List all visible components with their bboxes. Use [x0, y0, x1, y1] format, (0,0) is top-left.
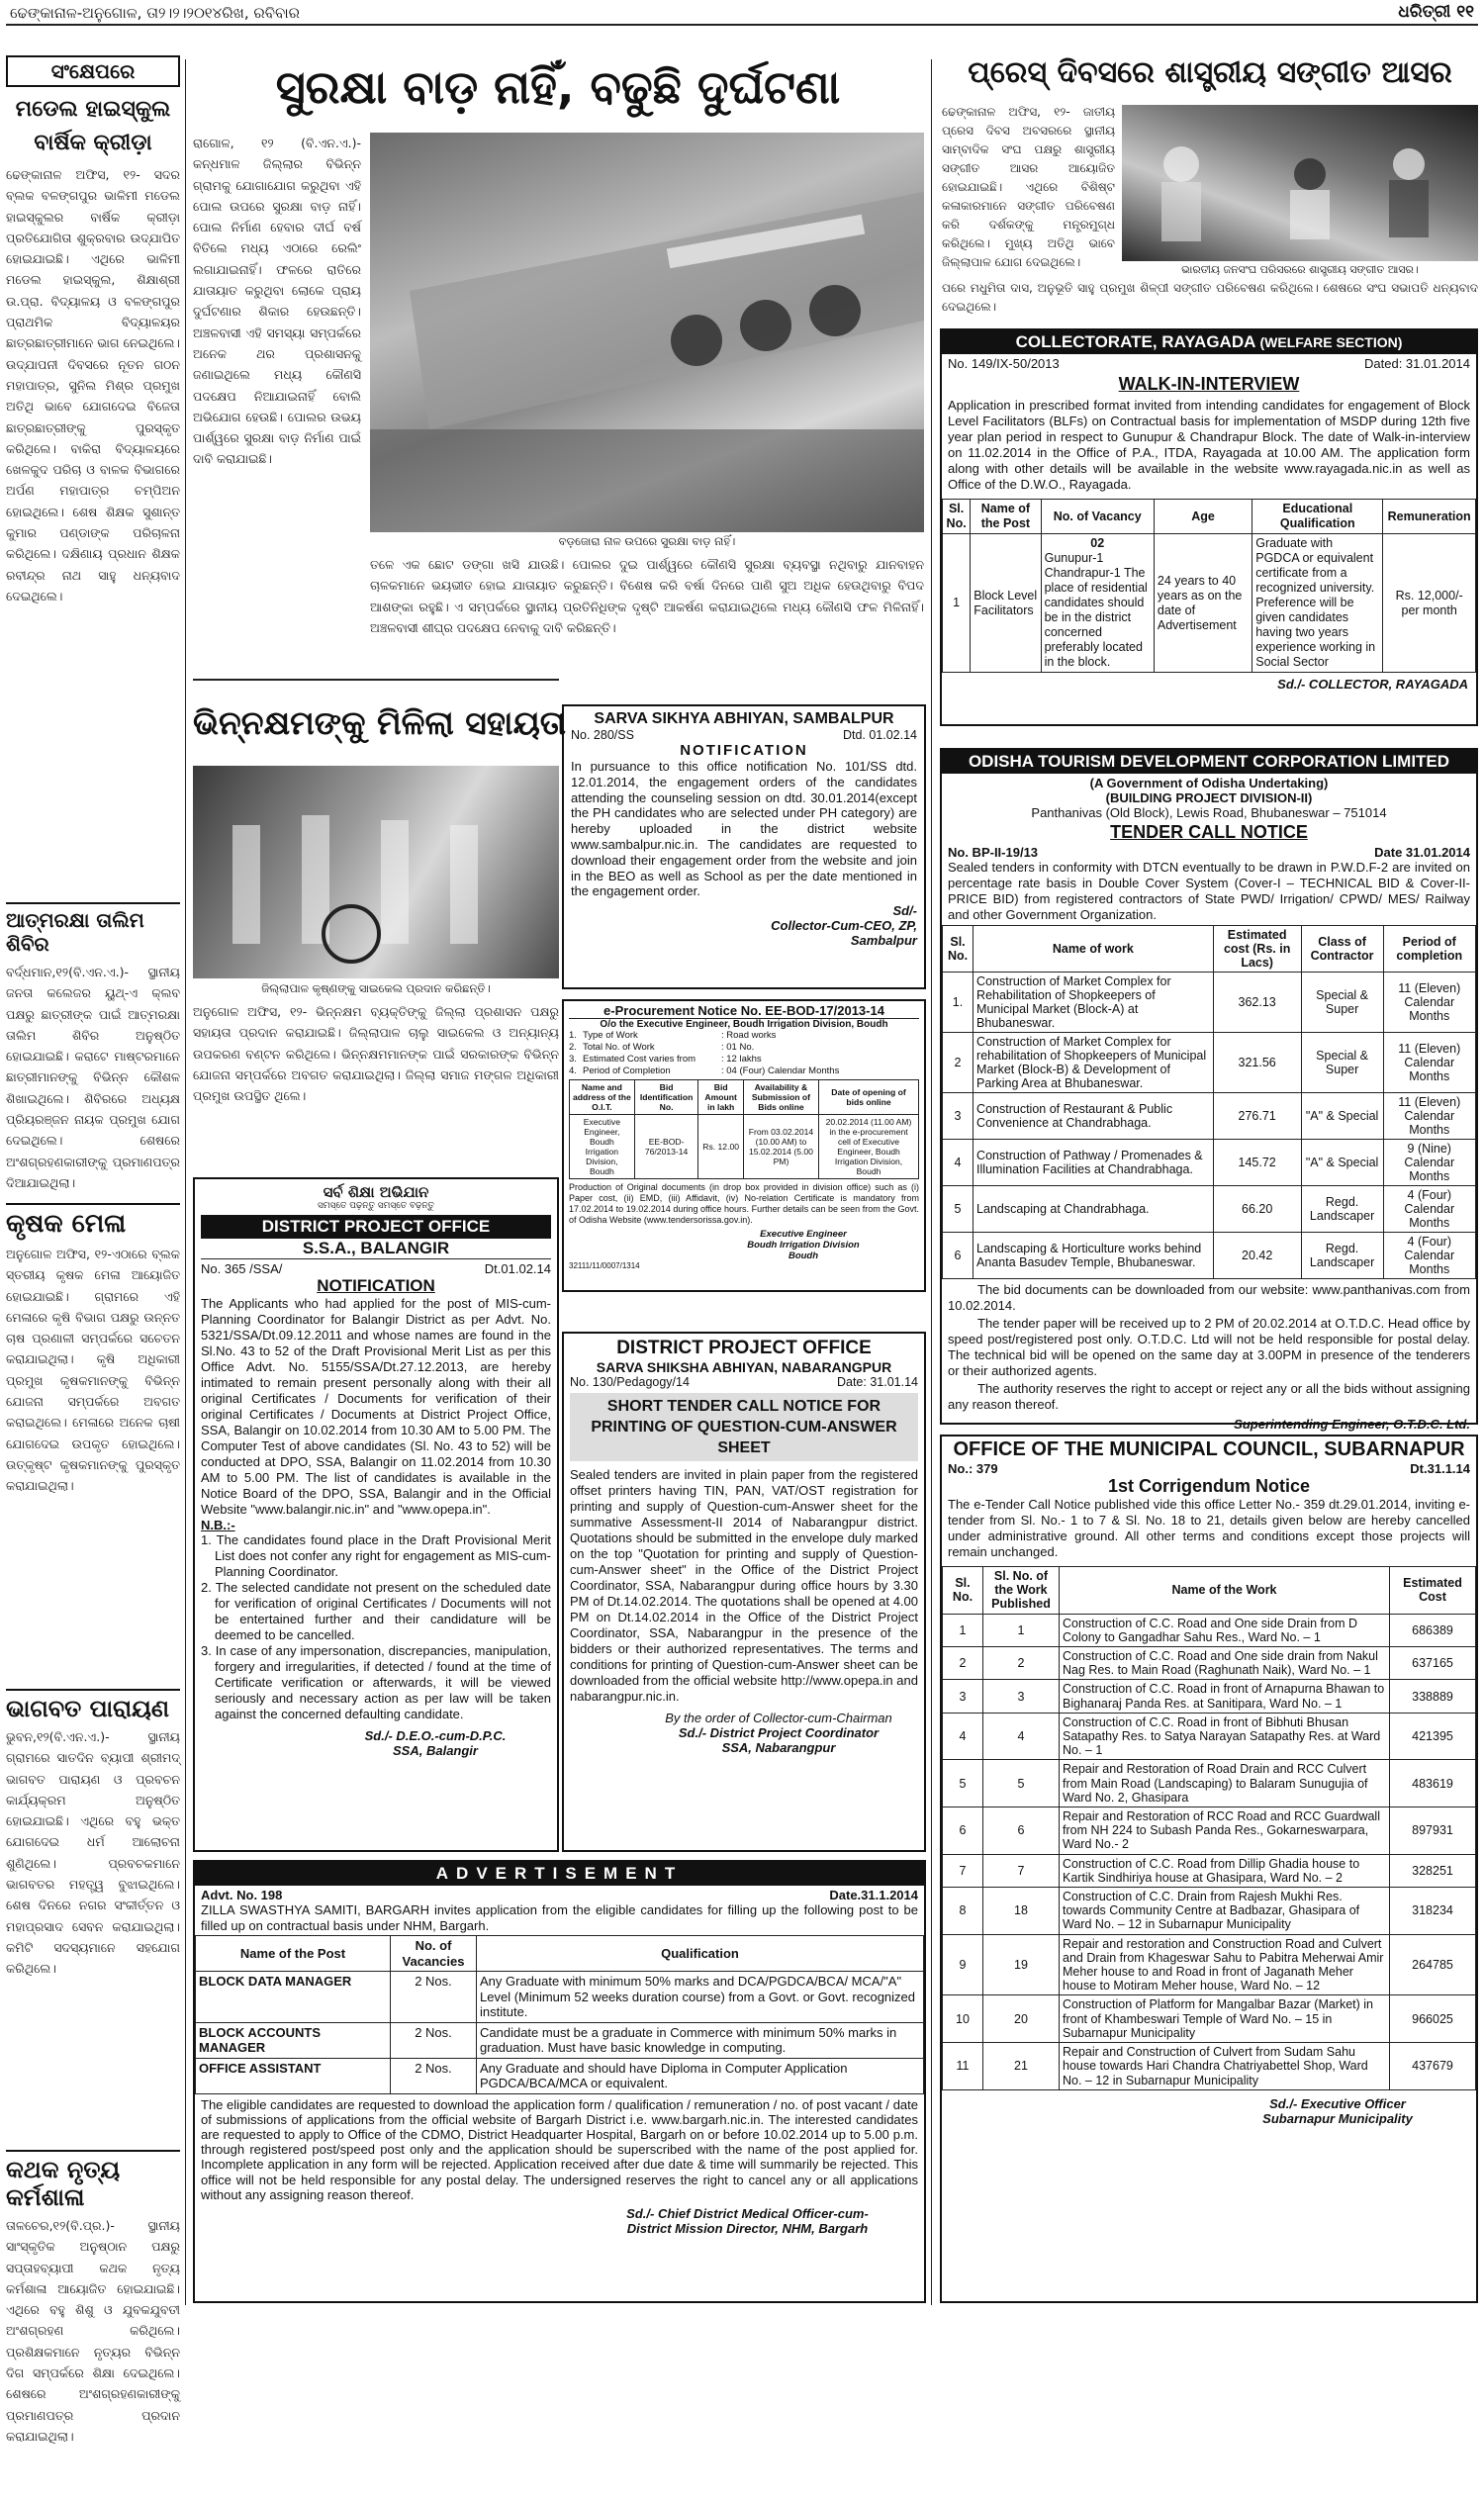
rayagada-title-bar: [942, 330, 1476, 354]
eproc-item: [569, 1042, 919, 1054]
rayagada-sign: Sd./- COLLECTOR, RAYAGADA: [1277, 677, 1468, 692]
musicians-illustration: [1122, 105, 1478, 261]
otdc-period: 4 (Four) Calendar Months: [1383, 1186, 1475, 1233]
bargarh-advt-number: Advt. No. 198: [201, 1888, 283, 1902]
otdc-class: Regd. Landscaper: [1301, 1186, 1383, 1233]
balangir-title-1: DISTRICT PROJECT OFFICE: [201, 1215, 551, 1239]
eprocurement-notice: [562, 999, 926, 1292]
subarnapur-subtitle: 1st Corrigendum Notice: [1107, 1476, 1311, 1496]
otdc-period: 4 (Four) Calendar Months: [1383, 1233, 1475, 1279]
subarnapur-cost: 897931: [1390, 1807, 1476, 1855]
subarnapur-published: 3: [983, 1680, 1060, 1713]
eproc-cell: Rs. 12.00: [698, 1115, 743, 1179]
otdc-row: [943, 1233, 1476, 1279]
otdc-period: 11 (Eleven) Calendar Months: [1383, 973, 1475, 1033]
nabarangpur-text: Sealed tenders are invited in plain paper from the registered offset printers having TIN, PAN, VAT/OST registration for printing and supply of Question-cum-Answer sheet for the summative Assessment-II 2014 of Nabarangpur district. Quotations should be submitted in the envelope duly marked on the top "Quotation for printing and supply of Question-cum-Answer sheet" in the Office of the District Project Coordinator, SSA, Nabarangpur during office hours by 3.30 PM of Dt.14.02.2014. The quotations shall be opened at 4.00 PM on Dt.14.02.2014 in the Office of the District Project Coordinator, SSA, Nabarangpur in the presence of the bidders or their authorized representatives. The terms and conditions for printing of Question-cum-Answer sheet can be downloaded from the official website http://www.opepa.in and nabarangpur.nic.in.: [570, 1467, 918, 1704]
rayagada-cell-vacancy-num: 02: [1090, 536, 1105, 550]
subarnapur-published: 19: [983, 1934, 1060, 1995]
nabarangpur-sign-2: Sd./- District Project Coordinator: [678, 1725, 880, 1740]
subarnapur-sl: 5: [943, 1760, 983, 1807]
rayagada-title-small: (WELFARE SECTION): [1259, 334, 1403, 350]
eproc-item-number: 2.: [569, 1042, 577, 1053]
rayagada-table: [942, 499, 1476, 673]
otdc-row: [943, 973, 1476, 1033]
bridge-illustration: [370, 133, 924, 532]
nabarangpur-date: Date: 31.01.14: [836, 1375, 918, 1389]
otdc-row: [943, 1033, 1476, 1093]
music-headline: ପ୍ରେସ୍ ଦିବସରେ ଶାସ୍ତ୍ରୀୟ ସଙ୍ଗୀତ ଆସର: [968, 55, 1452, 90]
balangir-text: The Applicants who had applied for the post of MIS-cum-Planning Coordinator for Balangir District as per Advt. No. 5321/SSA/Dt.09.12.2011 and whose names are found in the Sl.No. 43 to 52 of the Draft Provisional Merit List as per this Office Advt. No. 5155/SSA/Dt.27.12.2013, are hereby intimated to remain present personally along with their all original Certificates / Documents for verification of their original Certificates / Documents at District Project Office, SSA, Balangir on 10.02.2014 from 10.30 AM to 5.00 PM. The Computer Test of above candidates (Sl. No. 43 to 52) will be conducted at DPO, SSA, Balangir on 11.02.2014 from 10.30 AM to 5.00 PM. The list of candidates is available in the Notice Board of the DPO, SSA, Balangir and in the Official Website "www.balangir.nic.in" and "www.opepa.in".: [201, 1296, 551, 1517]
otdc-row: [943, 1093, 1476, 1140]
balangir-note: 3. In case of any impersonation, discrepancies, manipulation, forgery and irregularities, if detected / found at the time of Certificate verification or afterwards, it will be viewed seriously and necessary action as per law will be taken against the concerned defaulting candidate.: [201, 1643, 551, 1721]
subarnapur-published: 21: [983, 2043, 1060, 2090]
eproc-cell: EE-BOD-76/2013-14: [634, 1115, 698, 1179]
otdc-sl: 1.: [943, 973, 974, 1033]
story-divider: [193, 679, 559, 681]
main-story-lead-text: ରାଗୋଳ, ୧୨ (ବି.ଏନ.ଏ.)- କନ୍ଧମାଳ ଜିଲ୍ଲାର ବିଭିନ୍ନ ଗ୍ରାମକୁ ଯୋଗାଯୋଗ କରୁଥିବା ଏହି ପୋଲ ଉପରେ ସୁରକ୍ଷା ବାଡ଼ ନାହିଁ। ପୋଲ ନିର୍ମାଣ ହେବାର ଦୀର୍ଘ ବର୍ଷ ବିତିଲେ ମଧ୍ୟ ଏଠାରେ ରେଲିଂ ଲଗାଯାଇନାହିଁ। ଫଳରେ ରାତିରେ ଯାତାୟାତ କରୁଥିବା ଲୋକେ ପ୍ରାୟ ଦୁର୍ଘଟଣାର ଶିକାର ହେଉଛନ୍ତି। ଅଞ୍ଚଳବାସୀ ଏହି ସମସ୍ୟା ସମ୍ପର୍କରେ ଅନେକ ଥର ପ୍ରଶାସନକୁ ଜଣାଇଥିଲେ ମଧ୍ୟ କୌଣସି ପଦକ୍ଷେପ ନିଆଯାଇନାହିଁ ବୋଲି ଅଭିଯୋଗ ହେଉଛି। ପୋଲର ଉଭୟ ପାର୍ଶ୍ୱରେ ସୁରକ୍ଷା ବାଡ଼ ନିର୍ମାଣ ପାଇଁ ଦାବି କରାଯାଇଛି।: [193, 136, 361, 467]
subarnapur-row: [943, 1807, 1476, 1855]
subarnapur-cost: 483619: [1390, 1760, 1476, 1807]
otdc-sl: 4: [943, 1140, 974, 1186]
rayagada-date: Dated: 31.01.2014: [1364, 356, 1470, 371]
subarnapur-date: Dt.31.1.14: [1410, 1461, 1470, 1476]
main-story-body: ତଳେ ଏକ ଛୋଟ ଡଙ୍ଗା ଖସି ଯାଉଛି। ପୋଲର ଦୁଇ ପାର୍ଶ୍ୱରେ କୌଣସି ସୁରକ୍ଷା ବ୍ୟବସ୍ଥା ନଥିବାରୁ ଯାନବାହନ ଚାଳକମାନେ ଭୟଭୀତ ହୋଇ ଯାତାୟାତ କରୁଛନ୍ତି। ବିଶେଷ କରି ବର୍ଷା ଦିନରେ ପାଣି ସୁଅ ଅଧିକ ହେଉଥିବାରୁ ବିପଦ ଆଶଙ୍କା ରହୁଛି। ଏ ସମ୍ପର୍କରେ ସ୍ଥାନୀୟ ପ୍ରତିନିଧିଙ୍କ ଦୃଷ୍ଟି ଆକର୍ଷଣ କରାଯାଇଥିଲେ ମଧ୍ୟ କୌଣସି ଫଳ ମିଳିନାହିଁ। ଅଞ୍ଚଳବାସୀ ଶୀଘ୍ର ପଦକ୍ଷେପ ନେବାକୁ ଦାବି କରିଛନ୍ତି।: [370, 557, 924, 635]
nabarangpur-number: No. 130/Pedagogy/14: [570, 1375, 690, 1389]
otdc-number: No. BP-II-19/13: [948, 845, 1039, 860]
otdc-period: 11 (Eleven) Calendar Months: [1383, 1033, 1475, 1093]
people-illustration: [193, 766, 559, 978]
bargarh-row: [196, 2022, 924, 2058]
otdc-para-2: The tender paper will be received up to 2 PM of 20.02.2014 at O.T.D.C. Head office by speed post/registered post only. O.T.D.C. Ltd will not be held responsible for postal delay. The technical bid will be opened on the same day at 3.00PM in presence of the tenderers or their authorized agents.: [948, 1316, 1470, 1378]
subarnapur-work: Construction of C.C. Road and One side drain from Nakul Nag Res. to Main Road (Raghunath Naik), Ward No. – 1: [1060, 1647, 1390, 1680]
eproc-item: [569, 1030, 919, 1042]
bargarh-sign-1: Sd./- Chief District Medical Officer-cum-: [626, 2205, 869, 2221]
subarnapur-work: Construction of C.C. Drain from Rajesh Mukhi Res. towards Community Centre at Badbazar, Ghasipara of Ward No. – 12 in Subarnapur Municipality: [1060, 1888, 1390, 1935]
rayagada-text: Application in prescribed format invited from intending candidates for engagement of Block Level Facilitators (BLFs) on Contractual basis for implementation of MSDP during 12th five year plan period in respect to Gunupur & Chandrapur Block. The date of Walk-in-interview on 11.02.2014 in the Office of P.A., ITDA, Rayagada at 10.00 AM. The application form along with other details will be available in the website www.rayagada.nic.in as well as Office of the D.W.O., Rayagada.: [948, 398, 1470, 492]
eproc-title: e-Procurement Notice No. EE-BOD-17/2013-14: [569, 1003, 919, 1019]
eproc-header-cell: Date of opening of bids online: [819, 1080, 919, 1115]
subarnapur-row: [943, 1854, 1476, 1887]
otdc-text: Sealed tenders in conformity with DTCN eventually to be drawn in P.W.D.F-2 are invited on percentage rate basis in Double Cover System (Cover-I – TECHNICAL BID & Cover-II- PRICE BID) from registered contractors of State PWD/ Irrigation/ CPWD/ MES/ Railway and other Government Organization.: [948, 860, 1470, 922]
otdc-row: [943, 1140, 1476, 1186]
otdc-class: "A" & Special: [1301, 1093, 1383, 1140]
rayagada-header-cell: No. of Vacancy: [1041, 500, 1154, 534]
brief-5-title: କଥକ ନୃତ୍ୟ କର୍ମଶାଳା: [6, 2150, 180, 2211]
eproc-office: O/o the Executive Engineer, Boudh Irrigation Division, Boudh: [600, 1019, 888, 1030]
subarnapur-sl: 9: [943, 1934, 983, 1995]
eproc-header-cell: Name and address of the O.I.T.: [570, 1080, 635, 1115]
otdc-header-cell: Sl. No.: [943, 926, 974, 973]
otdc-sign: Superintending Engineer, O.T.D.C. Ltd.: [1234, 1417, 1470, 1432]
rayagada-cell-remuneration: Rs. 12,000/- per month: [1383, 534, 1476, 673]
bargarh-banner: ADVERTISEMENT: [195, 1862, 924, 1886]
eproc-item-value: : Road works: [721, 1030, 777, 1041]
subarnapur-title: OFFICE OF THE MUNICIPAL COUNCIL, SUBARNAPUR: [953, 1438, 1465, 1460]
bargarh-text: The eligible candidates are requested to download the application form / qualification / remuneration / no. of post vacant / date of submissions of applications from the official website of Bargarh District i.e. www.bargarh.nic.in. The interested candidates are requested to apply to Office of the CDMO, District Headquarter Hospital, Bargarh on or before 10.02.2014 up to 5.00 p.m. through registered post/speed post only and the application should be superscribed with the name of the post applied for. Incomplete application in any form will be rejected. Application received after due date & time will summarily be rejected. This office will not be held responsible for any postal delay. The undersigned reserves the right to cancel any or all applications without any assigning reason thereof.: [201, 2096, 918, 2202]
sambalpur-sign-2: Collector-Cum-CEO, ZP,: [771, 918, 917, 934]
sambalpur-subtitle: NOTIFICATION: [680, 742, 808, 759]
otdc-cost: 20.42: [1213, 1233, 1301, 1279]
subarnapur-work: Construction of C.C. Road in front of Arnapurna Bhawan to Bighanaraj Panda Res. at Sanitipara, Ward No. – 1: [1060, 1680, 1390, 1713]
bargarh-row: [196, 1972, 924, 2023]
balangir-notice: [193, 1177, 559, 1852]
subarnapur-header-cell: Name of the Work: [1060, 1567, 1390, 1615]
aid-headline: ଭିନ୍ନକ୍ଷମଙ୍କୁ ମିଳିଲା ସହାୟତା: [193, 703, 567, 742]
brief-2-text: ବର୍ଦ୍ଧମାନ,୧୨(ବି.ଏନ.ଏ.)- ସ୍ଥାନୀୟ ଜନତା କଲେଜର ୟୁଥ୍-ଏ କ୍ଲବ ପକ୍ଷରୁ ଛାତ୍ରୀଙ୍କ ପାଇଁ ଆତ୍ମରକ୍ଷା ତାଲିମ ଶିବିର ଅନୁଷ୍ଠିତ ହୋଇଯାଇଛି। କରାଟେ ମାଷ୍ଟରମାନେ ଛାତ୍ରୀମାନଙ୍କୁ ବିଭିନ୍ନ କୌଶଳ ଶିଖାଇଥିଲେ। ଶିବିରରେ ଅଧ୍ୟକ୍ଷ ପ୍ରିୟରଞ୍ଜନ ନାୟକ ପ୍ରମୁଖ ଯୋଗ ଦେଇଥିଲେ। ଶେଷରେ ଅଂଶଗ୍ରହଣକାରୀଙ୍କୁ ପ୍ରମାଣପତ୍ର ଦିଆଯାଇଥିଲା।: [6, 965, 180, 1190]
bargarh-qualification: Any Graduate and should have Diploma in Computer Application PGDCA/BCA/MCA or equivalent.: [477, 2058, 924, 2093]
subarnapur-row: [943, 2043, 1476, 2090]
bargarh-vacancy: 2 Nos.: [391, 2058, 477, 2093]
eproc-item-key: Period of Completion: [583, 1066, 671, 1076]
balangir-note: 1. The candidates found place in the Draft Provisional Merit List does not confer any right for engagement as MIS-cum-Planning Coordinator.: [201, 1532, 551, 1579]
brief-3-text: ଅନୁଗୋଳ ଅଫିସ, ୧୨-ଏଠାରେ ବ୍ଲକ ସ୍ତରୀୟ କୃଷକ ମେଳା ଆୟୋଜିତ ହୋଇଯାଇଛି। ଗ୍ରାମରେ ଏହି ମେଳାରେ କୃଷି ବିଭାଗ ପକ୍ଷରୁ ଉନ୍ନତ ଚାଷ ପ୍ରଣାଳୀ ସମ୍ପର୍କରେ ସଚେତନ କରାଯାଇଥିଲା। କୃଷି ଅଧିକାରୀ ପ୍ରମୁଖ କୃଷକମାନଙ୍କୁ ବିଭିନ୍ନ ଯୋଜନା ସମ୍ପର୍କରେ ଅବଗତ କରାଇଥିଲେ। ମେଳାରେ ଅନେକ ଚାଷୀ ଯୋଗଦେଇ ଉପକୃତ ହୋଇଥିଲେ। ଉତ୍କୃଷ୍ଟ କୃଷକମାନଙ୍କୁ ପୁରସ୍କୃତ କରାଯାଇଥିଲା।: [6, 1247, 180, 1494]
briefs-column: [6, 55, 180, 2444]
subarnapur-work: Repair and Restoration of RCC Road and RCC Guardwall from NH 224 to Subash Panda Res., Gokarneswarpara, Ward No.- 2: [1060, 1807, 1390, 1855]
subarnapur-sign-1: Sd./- Executive Officer: [1269, 2095, 1406, 2111]
balangir-subtitle: NOTIFICATION: [317, 1276, 435, 1295]
subarnapur-work: Construction of C.C. Road and One side Drain from D Colony to Gangadhar Sahu Res., Ward No. – 1: [1060, 1614, 1390, 1646]
otdc-date: Date 31.01.2014: [1374, 845, 1470, 860]
music-photo: [1122, 105, 1478, 261]
subarnapur-cost: 686389: [1390, 1614, 1476, 1646]
rayagada-header-cell: Sl. No.: [943, 500, 971, 534]
bargarh-intro: ZILLA SWASTHYA SAMITI, BARGARH invites application from the eligible candidates for filling up the following post to be filled up on contractual basis under NHM, Bargarh.: [201, 1902, 918, 1933]
otdc-notice: [940, 748, 1478, 1432]
brief-4-text: ଭୁବନ,୧୨(ବି.ଏନ.ଏ.)- ସ୍ଥାନୀୟ ଗ୍ରାମରେ ସାତଦିନ ବ୍ୟାପୀ ଶ୍ରୀମଦ୍ ଭାଗବତ ପାରାୟଣ ଓ ପ୍ରବଚନ କାର୍ଯ୍ୟକ୍ରମ ଅନୁଷ୍ଠିତ ହୋଇଯାଇଛି। ଏଥିରେ ବହୁ ଭକ୍ତ ଯୋଗଦେଇ ଧର୍ମ ଆଲୋଚନା ଶୁଣିଥିଲେ। ପ୍ରବଚକମାନେ ଭାଗବତର ମହତ୍ତ୍ୱ ବୁଝାଇଥିଲେ। ଶେଷ ଦିନରେ ନଗର ସଂକୀର୍ତ୍ତନ ଓ ମହାପ୍ରସାଦ ସେବନ କରାଯାଇଥିଲା। କମିଟି ସଦସ୍ୟମାନେ ସହଯୋଗ କରିଥିଲେ।: [6, 1729, 180, 1977]
rayagada-cell-sl: 1: [943, 534, 971, 673]
otdc-period: 11 (Eleven) Calendar Months: [1383, 1093, 1475, 1140]
eproc-items: [569, 1030, 919, 1077]
subarnapur-cost: 966025: [1390, 1995, 1476, 2043]
subarnapur-cost: 318234: [1390, 1888, 1476, 1935]
otdc-work: Construction of Market Complex for rehabilitation of Shopkeepers of Municipal Market (Block-B) & Development of Parking Area at Bhubaneswar.: [974, 1033, 1214, 1093]
otdc-work: Construction of Restaurant & Public Convenience at Chandrabhaga.: [974, 1093, 1214, 1140]
eproc-item-number: 3.: [569, 1054, 577, 1065]
rayagada-cell-vacancy-text: Gunupur-1 Chandrapur-1 The place of residential candidates should be in the district concerned preferably located in the block.: [1044, 551, 1148, 669]
eproc-header-cell: Availability & Submission of Bids online: [743, 1080, 818, 1115]
brief-3-title: କୃଷକ ମେଳା: [6, 1203, 180, 1240]
bargarh-vacancy: 2 Nos.: [391, 1972, 477, 2023]
subarnapur-sl: 6: [943, 1807, 983, 1855]
otdc-cost: 321.56: [1213, 1033, 1301, 1093]
sambalpur-sign-1: Sd/-: [892, 903, 917, 919]
subarnapur-work: Repair and Restoration of Road Drain and RCC Culvert from Main Road (Landscaping) to Balaram Sunugujia of Ward No. 2, Ghasipara: [1060, 1760, 1390, 1807]
sambalpur-date: Dtd. 01.02.14: [842, 728, 917, 742]
bargarh-post: BLOCK ACCOUNTS MANAGER: [196, 2022, 391, 2058]
page-header: [6, 2, 1478, 26]
rayagada-title: COLLECTORATE, RAYAGADA: [1015, 332, 1255, 351]
eproc-item-value: : 04 (Four) Calendar Months: [721, 1066, 840, 1076]
music-photo-caption: ଭାରତୀୟ ଜନସଂଘ ପରିସରରେ ଶାସ୍ତ୍ରୀୟ ସଙ୍ଗୀତ ଆସର।: [1181, 263, 1419, 276]
ssa-logo-text: ସର୍ବ ଶିକ୍ଷା ଅଭିଯାନ: [323, 1183, 429, 1201]
eproc-table: [569, 1079, 919, 1179]
subarnapur-work: Construction of C.C. Road from Dillip Ghadia house to Kartik Sindhiriya house at Ghasipara, Ward No. – 2: [1060, 1854, 1390, 1887]
otdc-row: [943, 1186, 1476, 1233]
subarnapur-cost: 437679: [1390, 2043, 1476, 2090]
main-headline: ସୁରକ୍ଷା ବାଡ଼ ନାହିଁ, ବଢୁଛି ଦୁର୍ଘଟଣା: [275, 60, 841, 114]
subarnapur-row: [943, 1888, 1476, 1935]
bargarh-post: OFFICE ASSISTANT: [196, 2058, 391, 2093]
subarnapur-published: 20: [983, 1995, 1060, 2043]
balangir-date: Dt.01.02.14: [484, 1261, 551, 1276]
column-rule: [185, 59, 186, 2305]
otdc-period: 9 (Nine) Calendar Months: [1383, 1140, 1475, 1186]
subarnapur-row: [943, 1934, 1476, 1995]
bargarh-header-cell: No. of Vacancies: [391, 1936, 477, 1972]
subarnapur-work: Repair and restoration and Construction Road and Culvert and Drain from Khageswar Sahu to Pabitra Meherwai Amir Meher house to and Road in front of Jaganath Meher house to Motiram Meher house, Ward No. – 12: [1060, 1934, 1390, 1995]
subarnapur-sl: 11: [943, 2043, 983, 2090]
subarnapur-sl: 8: [943, 1888, 983, 1935]
subarnapur-sl: 10: [943, 1995, 983, 2043]
subarnapur-cost: 264785: [1390, 1934, 1476, 1995]
eproc-note: Production of Original documents (in drop box provided in division office) such as (i) Paper cost, (ii) EMD, (iii) Affidavit, (iv) No-relation Certificate is mandatory from 17.02.2014 to 19.02.2014 during office hours. Further details can be seen from the Govt. of Odisha Website (www.tendersorissa.gov.in).: [569, 1182, 919, 1225]
rayagada-cell-post: Block Level Facilitators: [971, 534, 1041, 673]
brief-5-text: ତାଳଚେର,୧୨(ବି.ପ୍ର.)- ସ୍ଥାନୀୟ ସାଂସ୍କୃତିକ ଅନୁଷ୍ଠାନ ପକ୍ଷରୁ ସପ୍ତାହବ୍ୟାପୀ କଥକ ନୃତ୍ୟ କର୍ମଶାଳା ଆୟୋଜିତ ହୋଇଯାଇଛି। ଏଥିରେ ବହୁ ଶିଶୁ ଓ ଯୁବକଯୁବତୀ ଅଂଶଗ୍ରହଣ କରିଥିଲେ। ପ୍ରଶିକ୍ଷକମାନେ ନୃତ୍ୟର ବିଭିନ୍ନ ଦିଗ ସମ୍ପର୍କରେ ଶିକ୍ଷା ଦେଇଥିଲେ। ଶେଷରେ ଅଂଶଗ୍ରହଣକାରୀଙ୍କୁ ପ୍ରମାଣପତ୍ର ପ୍ରଦାନ କରାଯାଇଥିଲା।: [6, 2218, 180, 2444]
subarnapur-published: 5: [983, 1760, 1060, 1807]
otdc-header-cell: Period of completion: [1383, 926, 1475, 973]
otdc-para-1: The bid documents can be downloaded from our website: www.panthanivas.com from 10.02.2014.: [948, 1282, 1470, 1313]
brief-1-title: ମଡେଲ ହାଇସ୍କୁଲ ବାର୍ଷିକ କ୍ରୀଡ଼ା: [15, 97, 171, 155]
eproc-cell: From 03.02.2014 (10.00 AM) to 15.02.2014 (5.00 PM): [743, 1115, 818, 1179]
bargarh-date: Date.31.1.2014: [829, 1888, 918, 1902]
sambalpur-number: No. 280/SS: [571, 728, 634, 742]
subarnapur-work: Repair and Construction of Culvert from Sudam Sahu house towards Hari Chandra Chatriyabettel Shop, Ward No. – 12 in Subarnapur Municipality: [1060, 2043, 1390, 2090]
subarnapur-sign-2: Subarnapur Municipality: [1262, 2110, 1413, 2126]
bridge-photo: [370, 133, 924, 532]
bargarh-post: BLOCK DATA MANAGER: [196, 1972, 391, 2023]
otdc-header-cell: Name of work: [974, 926, 1214, 973]
eproc-item-value: : 12 lakhs: [721, 1054, 762, 1065]
bargarh-row: [196, 2058, 924, 2093]
subarnapur-header-cell: Sl. No.: [943, 1567, 983, 1615]
eproc-cell: Executive Engineer, Boudh Irrigation Division, Boudh: [570, 1115, 635, 1179]
bargarh-advertisement: [193, 1860, 926, 2303]
otdc-title: ODISHA TOURISM DEVELOPMENT CORPORATION LIMITED: [942, 750, 1476, 774]
column-rule: [931, 59, 932, 2305]
eproc-item-key: Total No. of Work: [583, 1042, 655, 1053]
otdc-cost: 276.71: [1213, 1093, 1301, 1140]
subarnapur-work: Construction of C.C. Road in front of Bibhuti Bhusan Satapathy Res. to Satya Narayan Satapathy Res. at Ward No. – 1: [1060, 1713, 1390, 1760]
otdc-sl: 5: [943, 1186, 974, 1233]
otdc-subtitle: TENDER CALL NOTICE: [1110, 822, 1308, 842]
otdc-work: Construction of Pathway / Promenades & Illumination Facilities at Chandrabhaga.: [974, 1140, 1214, 1186]
bargarh-header-cell: Qualification: [477, 1936, 924, 1972]
subarnapur-number: No.: 379: [948, 1461, 998, 1476]
otdc-cost: 145.72: [1213, 1140, 1301, 1186]
balangir-notes: [201, 1532, 551, 1722]
rayagada-header-cell: Age: [1154, 500, 1252, 534]
subarnapur-row: [943, 1760, 1476, 1807]
rayagada-header-cell: Remuneration: [1383, 500, 1476, 534]
otdc-address: Panthanivas (Old Block), Lewis Road, Bhubaneswar – 751014: [1031, 805, 1387, 820]
eproc-item-number: 1.: [569, 1030, 577, 1041]
rayagada-subtitle: WALK-IN-INTERVIEW: [1118, 374, 1300, 394]
eproc-code: 32111/11/0007/1314: [569, 1261, 640, 1270]
bargarh-vacancy: 2 Nos.: [391, 2022, 477, 2058]
subarnapur-row: [943, 1713, 1476, 1760]
nabarangpur-title-2: SARVA SHIKSHA ABHIYAN, NABARANGPUR: [596, 1359, 892, 1375]
rayagada-cell-age: 24 years to 40 years as on the date of Advertisement: [1154, 534, 1252, 673]
eproc-sign-2: Boudh Irrigation Division: [747, 1240, 860, 1251]
subarnapur-row: [943, 1680, 1476, 1713]
otdc-table: [942, 925, 1476, 1279]
subarnapur-cost: 637165: [1390, 1647, 1476, 1680]
bargarh-sign-2: District Mission Director, NHM, Bargarh: [626, 2220, 869, 2236]
ssa-logo-sub: ସମସ୍ତେ ପଢ଼ନ୍ତୁ ସମସ୍ତେ ବଢ଼ନ୍ତୁ: [318, 1201, 434, 1211]
subarnapur-sl: 3: [943, 1680, 983, 1713]
balangir-nb: N.B.:-: [201, 1518, 235, 1532]
rayagada-header-cell: Name of the Post: [971, 500, 1041, 534]
eproc-item: [569, 1054, 919, 1066]
rayagada-notice: [940, 328, 1478, 726]
subarnapur-cost: 328251: [1390, 1854, 1476, 1887]
sambalpur-sign-3: Sambalpur: [850, 933, 917, 949]
nabarangpur-notice: [562, 1332, 926, 1852]
subarnapur-table: [942, 1566, 1476, 2090]
balangir-title-2: S.S.A., BALANGIR: [302, 1239, 450, 1257]
otdc-header-cell: Estimated cost (Rs. in Lacs): [1213, 926, 1301, 973]
otdc-para-3: The authority reserves the right to accept or reject any or all the bids without assigning any reason thereof.: [948, 1381, 1470, 1412]
music-story-text: ଢେଙ୍କାନାଳ ଅଫିସ, ୧୨- ଜାତୀୟ ପ୍ରେସ ଦିବସ ଅବସରରେ ସ୍ଥାନୀୟ ସାମ୍ବାଦିକ ସଂଘ ପକ୍ଷରୁ ଶାସ୍ତ୍ରୀୟ ସଙ୍ଗୀତ ଆସର ଆୟୋଜିତ ହୋଇଯାଇଛି। ଏଥିରେ ବିଶିଷ୍ଟ କଳାକାରମାନେ ସଙ୍ଗୀତ ପରିବେଷଣ କରି ଦର୍ଶକଙ୍କୁ ମନ୍ତ୍ରମୁଗ୍ଧ କରିଥିଲେ। ମୁଖ୍ୟ ଅତିଥି ଭାବେ ଜିଲ୍ଲାପାଳ ଯୋଗ ଦେଇଥିଲେ।: [942, 105, 1115, 269]
otdc-sl: 6: [943, 1233, 974, 1279]
bridge-photo-caption: ବଡ଼ଜୋରା ନାଳ ଉପରେ ସୁରକ୍ଷା ବାଡ଼ ନାହିଁ।: [558, 534, 736, 548]
subarnapur-sl: 1: [943, 1614, 983, 1646]
otdc-work: Construction of Market Complex for Rehabilitation of Shopkeepers of Municipal Market (Block-A) at Bhubaneswar.: [974, 973, 1214, 1033]
eproc-header-cell: Bid Identification No.: [634, 1080, 698, 1115]
eproc-item-value: : 01 No.: [721, 1042, 755, 1053]
balangir-sign-1: Sd./- D.E.O.-cum-D.P.C.: [364, 1728, 507, 1743]
rayagada-cell-qualification: Graduate with PGDCA or equivalent certificate from a recognized university. Preference will be given candidates having two years experience working in Social Sector: [1252, 534, 1383, 673]
eproc-item-key: Type of Work: [583, 1030, 638, 1041]
subarnapur-published: 6: [983, 1807, 1060, 1855]
eproc-item-key: Estimated Cost varies from: [583, 1054, 696, 1065]
eproc-item-number: 4.: [569, 1066, 577, 1076]
eproc-cell: 20.02.2014 (11.00 AM) in the e-procurement cell of Executive Engineer, Boudh Irrigation Division, Boudh: [819, 1115, 919, 1179]
subarnapur-cost: 338889: [1390, 1680, 1476, 1713]
otdc-work: Landscaping & Horticulture works behind Ananta Basudev Temple, Bhubaneswar.: [974, 1233, 1214, 1279]
brief-2-title: ଆତ୍ମରକ୍ଷା ତାଲିମ ଶିବିର: [6, 902, 180, 956]
balangir-note: 2. The selected candidate not present on the scheduled date for verification of original Certificates / Documents will not be entertained further and their candidature will be deemed to be cancelled.: [201, 1580, 551, 1642]
header-dateline: ଢେଙ୍କାନାଳ-ଅନୁଗୋଳ, ତା୨।୨।୨୦୧୪ରିଖ, ରବିବାର: [10, 4, 300, 22]
nabarangpur-title-1: DISTRICT PROJECT OFFICE: [616, 1338, 872, 1358]
subarnapur-published: 2: [983, 1647, 1060, 1680]
subarnapur-published: 4: [983, 1713, 1060, 1760]
sambalpur-notice: [562, 704, 926, 989]
subarnapur-published: 18: [983, 1888, 1060, 1935]
subarnapur-sl: 2: [943, 1647, 983, 1680]
aid-story-body: ଅନୁଗୋଳ ଅଫିସ, ୧୨- ଭିନ୍ନକ୍ଷମ ବ୍ୟକ୍ତିଙ୍କୁ ଜିଲ୍ଲା ପ୍ରଶାସନ ପକ୍ଷରୁ ସହାୟତା ପ୍ରଦାନ କରାଯାଇଛି। ଜିଲ୍ଲାପାଳ ଚାଲୁ ସାଇକେଲ ଓ ଅନ୍ୟାନ୍ୟ ଉପକରଣ ବଣ୍ଟନ କରିଥିଲେ। ଭିନ୍ନକ୍ଷମମାନଙ୍କ ପାଇଁ ସରକାରଙ୍କ ବିଭିନ୍ନ ଯୋଜନା ସମ୍ପର୍କରେ ଅବଗତ କରାଯାଇଥିଲା। ଜିଲ୍ଲା ସମାଜ ମଙ୍ଗଳ ଅଧିକାରୀ ପ୍ରମୁଖ ଉପସ୍ଥିତ ଥିଲେ।: [193, 1004, 559, 1104]
otdc-cost: 66.20: [1213, 1186, 1301, 1233]
bargarh-table: [195, 1935, 924, 2094]
otdc-sub-1: (A Government of Odisha Undertaking): [1089, 776, 1329, 790]
rayagada-number: No. 149/IX-50/2013: [948, 356, 1060, 371]
bargarh-qualification: Candidate must be a graduate in Commerce with minimum 50% marks in graduation. Must have basic knowledge in computing.: [477, 2022, 924, 2058]
nabarangpur-sign-3: SSA, Nabarangpur: [721, 1740, 836, 1755]
subarnapur-text: The e-Tender Call Notice published vide this office Letter No.- 359 dt.29.01.2014, inviting e-tender from Sl. No.- 1 to 7 & Sl. No. 18 to 21, details given below are hereby cancelled under administrative ground. All other terms and conditions except those projects will remain unchanged.: [948, 1497, 1470, 1559]
otdc-class: "A" & Special: [1301, 1140, 1383, 1186]
subarnapur-header-cell: Estimated Cost: [1390, 1567, 1476, 1615]
subarnapur-sl: 4: [943, 1713, 983, 1760]
otdc-cost: 362.13: [1213, 973, 1301, 1033]
otdc-header-cell: Class of Contractor: [1301, 926, 1383, 973]
bargarh-header-cell: Name of the Post: [196, 1936, 391, 1972]
otdc-work: Landscaping at Chandrabhaga.: [974, 1186, 1214, 1233]
brief-4-title: ଭାଗବତ ପାରାୟଣ: [6, 1689, 180, 1722]
nabarangpur-sign-1: By the order of Collector-cum-Chairman: [665, 1711, 892, 1725]
header-page-number: ଧରିତ୍ରୀ ୧୧: [1398, 2, 1474, 22]
briefs-label: ସଂକ୍ଷେପରେ: [6, 55, 180, 87]
aid-photo-caption: ଜିଲ୍ଲାପାଳ କୃଷ୍ଣଙ୍କୁ ସାଇକେଲ ପ୍ରଦାନ କରିଛନ୍ତି।: [261, 981, 491, 995]
otdc-class: Special & Super: [1301, 973, 1383, 1033]
aid-photo: [193, 766, 559, 978]
balangir-sign-2: SSA, Balangir: [393, 1743, 478, 1758]
subarnapur-cost: 421395: [1390, 1713, 1476, 1760]
otdc-sl: 2: [943, 1033, 974, 1093]
subarnapur-row: [943, 1614, 1476, 1646]
brief-1-text: ଢେଙ୍କାନାଳ ଅଫିସ, ୧୨- ସଦର ବ୍ଲକ ବଳଙ୍ଗପୁର ଭାଳିମୀ ମଡେଲ ହାଇସ୍କୁଲର ବାର୍ଷିକ କ୍ରୀଡ଼ା ପ୍ରତିଯୋଗିତା ଶୁକ୍ରବାର ଉଦ୍ଯାପିତ ହୋଇଯାଇଛି। ଏଥିରେ ଭାଳିମୀ ମଡେଲ ହାଇସ୍କୁଲ, ଶିକ୍ଷାଶ୍ରୀ ଉ.ପ୍ରା. ବିଦ୍ୟାଳୟ ଓ ବଳଙ୍ଗପୁର ପ୍ରାଥମିକ ବିଦ୍ୟାଳୟର ଛାତ୍ରଛାତ୍ରୀମାନେ ଭାଗ ନେଇଥିଲେ। ଉଦ୍‌ଯାପନୀ ଦିବସରେ ନୂତନ ଗଠନ ମହାପାତ୍ର, ସୁନିଲ ମିଶ୍ର ପ୍ରମୁଖ ଅତିଥି ଭାବେ ଯୋଗଦେଇ ବିଜେତା ଛାତ୍ରଛାତ୍ରୀଙ୍କୁ ପୁରସ୍କୃତ କରିଥିଲେ। ବାକିରା ବିଦ୍ୟାଳୟରେ ଖେଳକୁଦ ପରିଚା ଓ ବାଳକ ବିଭାଗରେ ଅର୍ପଣ ମହାପାତ୍ର ଚମ୍ପିଅନ ହୋଇଥିଲେ। ଶେଷ ଶିକ୍ଷକ ସୁଶାନ୍ତ କୁମାର ପଣ୍ଡାଙ୍କ ପରିଚାଳନା କରିଥିଲେ। ଦକ୍ଷିଣାୟ ପ୍ରଧାନ ଶିକ୍ଷକ ରବୀନ୍ଦ୍ର ନାଥ ସାହୁ ଧନ୍ୟବାଦ ଦେଇଥିଲେ।: [6, 167, 180, 603]
sambalpur-text: In pursuance to this office notification No. 101/SS dtd. 12.01.2014, the engagement orders of the candidates attending the counseling session on dtd. 30.01.2014(except the PH candidates who are selected under PH category) are hereby uploaded in the district website www.sambalpur.nic.in. The candidates are requested to download their engagement order from the website and join in the BEO as well as School as per the date mentioned in the engagement order.: [571, 759, 917, 899]
balangir-number: No. 365 /SSA/: [201, 1261, 283, 1276]
nabarangpur-subtitle: SHORT TENDER CALL NOTICE FOR PRINTING OF QUESTION-CUM-ANSWER SHEET: [570, 1393, 918, 1461]
rayagada-header-cell: Educational Qualification: [1252, 500, 1383, 534]
otdc-class: Special & Super: [1301, 1033, 1383, 1093]
otdc-sub-2: (BUILDING PROJECT DIVISION-II): [1105, 790, 1313, 805]
subarnapur-work: Construction of Platform for Mangalbar Bazar (Market) in front of Khambeswari Temple of Ward No. – 15 in Subarnapur Municipality: [1060, 1995, 1390, 2043]
subarnapur-published: 7: [983, 1854, 1060, 1887]
otdc-class: Regd. Landscaper: [1301, 1233, 1383, 1279]
subarnapur-notice: [940, 1435, 1478, 2303]
music-story-bottom: ପରେ ମଧୁମିତା ଦାସ, ଅନୁଭୂତି ସାହୁ ପ୍ରମୁଖ ଶିଳ୍ପୀ ସଙ୍ଗୀତ ପରିବେଷଣ କରିଥିଲେ। ଶେଷରେ ସଂଘ ସଭାପତି ଧନ୍ୟବାଦ ଦେଇଥିଲେ।: [942, 281, 1478, 314]
subarnapur-row: [943, 1647, 1476, 1680]
bargarh-qualification: Any Graduate with minimum 50% marks and DCA/PGDCA/BCA/ MCA/"A" Level (Minimum 52 weeks duration course) from a Govt. or Govt. recognized institute.: [477, 1972, 924, 2023]
eproc-item: [569, 1066, 919, 1077]
sambalpur-title: SARVA SIKHYA ABHIYAN, SAMBALPUR: [594, 710, 894, 727]
subarnapur-header-cell: Sl. No. of the Work Published: [983, 1567, 1060, 1615]
subarnapur-row: [943, 1995, 1476, 2043]
eproc-header-cell: Bid Amount in lakh: [698, 1080, 743, 1115]
ssa-logo: [201, 1183, 551, 1211]
otdc-sl: 3: [943, 1093, 974, 1140]
subarnapur-published: 1: [983, 1614, 1060, 1646]
eproc-sign-3: Boudh: [788, 1251, 819, 1261]
eproc-sign-1: Executive Engineer: [760, 1229, 847, 1240]
subarnapur-sl: 7: [943, 1854, 983, 1887]
